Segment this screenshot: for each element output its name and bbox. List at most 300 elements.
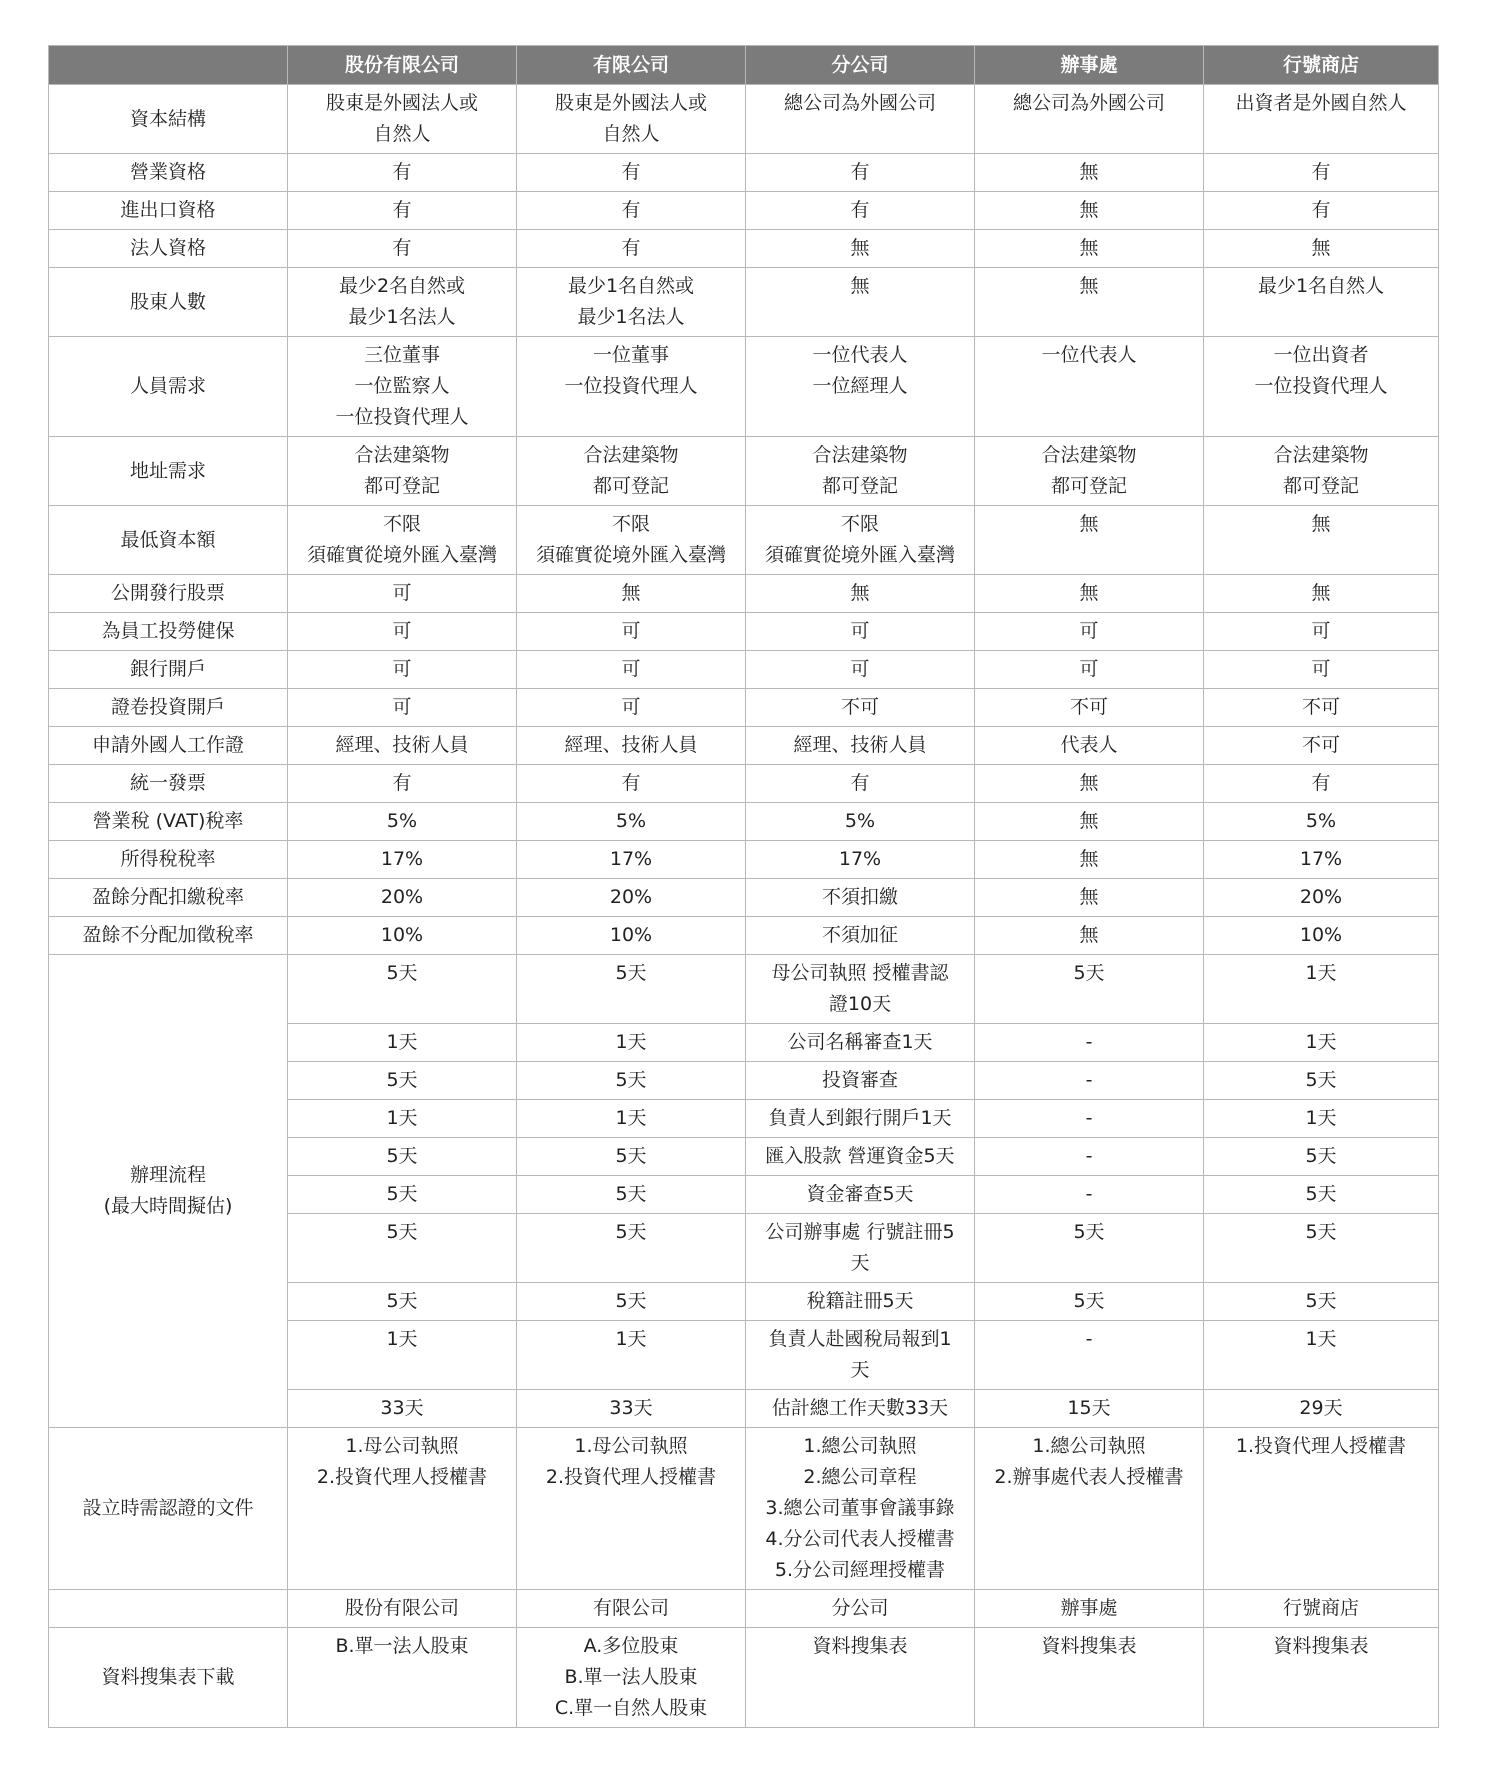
cell-text-line: 一位出資者 bbox=[1273, 344, 1369, 366]
cell-limited-company bbox=[517, 1628, 746, 1728]
cell-text-line: - bbox=[1085, 1183, 1093, 1205]
cell-text-line: 33天 bbox=[380, 1397, 424, 1419]
cell-text-line: 無 bbox=[1311, 513, 1331, 535]
cell-text-line: 5天 bbox=[1305, 1183, 1337, 1205]
cell-text-line: 不須扣繳 bbox=[821, 886, 898, 908]
cell-text-line: 申請外國人工作證 bbox=[91, 734, 244, 756]
cell-company-limited-by-shares bbox=[288, 765, 517, 803]
cell-company-limited-by-shares bbox=[288, 230, 517, 268]
cell-limited-company bbox=[517, 879, 746, 917]
cell-text-line: 自然人 bbox=[602, 123, 660, 145]
cell-text-line: 無 bbox=[1079, 161, 1099, 183]
cell-limited-company bbox=[517, 651, 746, 689]
cell-text-line: 天 bbox=[850, 1252, 870, 1274]
cell-text-line: 所得稅稅率 bbox=[120, 848, 216, 870]
cell-text-line: 最少1名法人 bbox=[348, 306, 456, 328]
process-cell-company-limited-by-shares bbox=[288, 1100, 517, 1138]
cell-text-line: 最少2名自然或 bbox=[338, 275, 466, 297]
cell-text-line: 母公司執照 授權書認 bbox=[771, 962, 949, 984]
process-cell-sole-proprietorship bbox=[1204, 1321, 1439, 1390]
cell-text-line: 15天 bbox=[1067, 1397, 1111, 1419]
process-cell-representative-office bbox=[975, 1321, 1204, 1390]
table-body bbox=[49, 85, 1439, 1728]
cell-text-line: 無 bbox=[850, 275, 870, 297]
process-cell-branch-office bbox=[746, 1062, 975, 1100]
cell-branch-office bbox=[746, 85, 975, 154]
comparison-table-wrapper bbox=[48, 45, 1438, 1728]
cell-branch-office bbox=[746, 192, 975, 230]
cell-branch-office bbox=[746, 268, 975, 337]
table-row bbox=[49, 85, 1439, 154]
cell-text-line: 股東人數 bbox=[129, 290, 206, 313]
cell-text-line: 總公司為外國公司 bbox=[1012, 92, 1165, 114]
table-row bbox=[49, 230, 1439, 268]
process-cell-limited-company bbox=[517, 1062, 746, 1100]
cell-representative-office bbox=[975, 765, 1204, 803]
cell-sole-proprietorship bbox=[1204, 727, 1439, 765]
cell-text-line: 1天 bbox=[615, 1107, 647, 1129]
process-cell-sole-proprietorship bbox=[1204, 1024, 1439, 1062]
cell-text-line: 5% bbox=[1305, 810, 1337, 832]
cell-text-line: 無 bbox=[1079, 848, 1099, 870]
process-cell-sole-proprietorship bbox=[1204, 955, 1439, 1024]
cell-company-limited-by-shares bbox=[288, 154, 517, 192]
cell-branch-office bbox=[746, 689, 975, 727]
cell-text-line: 須確實從境外匯入臺灣 bbox=[764, 544, 955, 566]
process-cell-limited-company bbox=[517, 1321, 746, 1390]
cell-text-line: 無 bbox=[621, 582, 641, 604]
cell-limited-company bbox=[517, 1428, 746, 1590]
cell-text-line: 盈餘分配扣繳稅率 bbox=[91, 886, 244, 908]
process-cell-branch-office bbox=[746, 955, 975, 1024]
cell-representative-office bbox=[975, 917, 1204, 955]
cell-text-line: 有 bbox=[621, 199, 641, 221]
cell-limited-company bbox=[517, 689, 746, 727]
process-cell-branch-office bbox=[746, 1321, 975, 1390]
cell-text-line: 須確實從境外匯入臺灣 bbox=[306, 544, 497, 566]
cell-branch-office bbox=[746, 575, 975, 613]
cell-sole-proprietorship bbox=[1204, 230, 1439, 268]
row-label bbox=[49, 613, 288, 651]
cell-text-line: 可 bbox=[850, 620, 870, 642]
cell-branch-office bbox=[746, 337, 975, 437]
cell-text-line: 盈餘不分配加徵稅率 bbox=[82, 924, 254, 946]
header-row bbox=[49, 46, 1439, 85]
process-cell-sole-proprietorship bbox=[1204, 1100, 1439, 1138]
cell-branch-office bbox=[746, 230, 975, 268]
process-cell-sole-proprietorship bbox=[1204, 1138, 1439, 1176]
cell-text-line: 股東是外國法人或 bbox=[325, 92, 478, 114]
cell-text-line: 匯入股款 營運資金5天 bbox=[765, 1145, 955, 1167]
cell-representative-office bbox=[975, 230, 1204, 268]
cell-text-line: B.單一法人股東 bbox=[335, 1635, 469, 1657]
cell-representative-office bbox=[975, 613, 1204, 651]
cell-text-line: 代表人 bbox=[1060, 734, 1118, 756]
cell-text-line: 1.總公司執照 bbox=[803, 1435, 917, 1457]
cell-company-limited-by-shares bbox=[288, 506, 517, 575]
cell-text-line: 5天 bbox=[386, 1069, 418, 1091]
cell-sole-proprietorship bbox=[1204, 879, 1439, 917]
cell-branch-office bbox=[746, 727, 975, 765]
process-cell-representative-office bbox=[975, 1100, 1204, 1138]
row-label bbox=[49, 1590, 288, 1628]
cell-limited-company bbox=[517, 268, 746, 337]
cell-text-line: 10% bbox=[1299, 924, 1343, 946]
cell-company-limited-by-shares bbox=[288, 1428, 517, 1590]
cell-text-line: 投資審查 bbox=[821, 1069, 898, 1091]
row-label bbox=[49, 841, 288, 879]
cell-text-line: 資料搜集表 bbox=[812, 1635, 908, 1657]
cell-text-line: 1天 bbox=[615, 1328, 647, 1350]
process-cell-company-limited-by-shares bbox=[288, 1138, 517, 1176]
cell-text-line: 可 bbox=[1079, 620, 1099, 642]
row-label bbox=[49, 575, 288, 613]
process-cell-sole-proprietorship bbox=[1204, 1283, 1439, 1321]
process-cell-limited-company bbox=[517, 1214, 746, 1283]
cell-text-line: 1天 bbox=[386, 1328, 418, 1350]
cell-text-line: 可 bbox=[1079, 658, 1099, 680]
cell-branch-office bbox=[746, 803, 975, 841]
cell-sole-proprietorship bbox=[1204, 689, 1439, 727]
cell-text-line: 經理、技術人員 bbox=[564, 734, 698, 756]
cell-text-line: 1天 bbox=[1305, 1031, 1337, 1053]
cell-text-line: 合法建築物 bbox=[812, 444, 908, 466]
table-row bbox=[49, 879, 1439, 917]
cell-text-line: 一位投資代理人 bbox=[335, 406, 469, 428]
cell-text-line: 20% bbox=[1299, 886, 1343, 908]
cell-representative-office bbox=[975, 154, 1204, 192]
cell-sole-proprietorship bbox=[1204, 917, 1439, 955]
cell-text-line: 法人資格 bbox=[129, 237, 206, 259]
cell-text-line: 5天 bbox=[615, 1290, 647, 1312]
cell-representative-office bbox=[975, 506, 1204, 575]
row-label bbox=[49, 917, 288, 955]
cell-limited-company bbox=[517, 575, 746, 613]
cell-company-limited-by-shares bbox=[288, 1628, 517, 1728]
cell-text-line: 負責人赴國稅局報到1 bbox=[768, 1328, 952, 1350]
cell-text-line: 不可 bbox=[840, 696, 879, 718]
cell-text-line: 合法建築物 bbox=[354, 444, 450, 466]
process-cell-limited-company bbox=[517, 1100, 746, 1138]
cell-representative-office bbox=[975, 192, 1204, 230]
cell-text-line: 2.投資代理人授權書 bbox=[545, 1466, 717, 1488]
cell-text-line: 辦理流程 bbox=[129, 1164, 206, 1186]
table-row bbox=[49, 727, 1439, 765]
cell-sole-proprietorship bbox=[1204, 1590, 1439, 1628]
cell-text-line: 為員工投勞健保 bbox=[101, 620, 235, 642]
cell-limited-company bbox=[517, 85, 746, 154]
header-representative-office: 辦事處 bbox=[975, 46, 1204, 85]
cell-text-line: 5天 bbox=[1305, 1145, 1337, 1167]
cell-branch-office bbox=[746, 651, 975, 689]
cell-text-line: 5天 bbox=[615, 962, 647, 984]
row-label bbox=[49, 689, 288, 727]
table-row bbox=[49, 192, 1439, 230]
cell-text-line: 1.投資代理人授權書 bbox=[1235, 1435, 1407, 1457]
cell-text-line: 總公司為外國公司 bbox=[783, 92, 936, 114]
process-cell-representative-office bbox=[975, 955, 1204, 1024]
cell-text-line: 有 bbox=[392, 772, 412, 794]
cell-text-line: 33天 bbox=[609, 1397, 653, 1419]
cell-text-line: 證10天 bbox=[828, 993, 892, 1015]
header-branch-office: 分公司 bbox=[746, 46, 975, 85]
cell-text-line: 一位投資代理人 bbox=[564, 375, 698, 397]
cell-representative-office bbox=[975, 651, 1204, 689]
cell-text-line: 有 bbox=[1311, 772, 1331, 794]
cell-text-line: 5天 bbox=[386, 1290, 418, 1312]
cell-text-line: 無 bbox=[1079, 810, 1099, 832]
process-cell-representative-office bbox=[975, 1176, 1204, 1214]
cell-text-line: 有 bbox=[392, 161, 412, 183]
cell-representative-office bbox=[975, 1428, 1204, 1590]
table-row bbox=[49, 268, 1439, 337]
cell-limited-company bbox=[517, 154, 746, 192]
cell-text-line: 2.辦事處代表人授權書 bbox=[994, 1466, 1184, 1488]
cell-text-line: 無 bbox=[850, 582, 870, 604]
cell-text-line: 可 bbox=[392, 696, 412, 718]
row-label bbox=[49, 727, 288, 765]
process-cell-limited-company bbox=[517, 1390, 746, 1428]
cell-text-line: 辦事處 bbox=[1060, 1597, 1118, 1619]
cell-text-line: 5天 bbox=[615, 1221, 647, 1243]
table-row bbox=[49, 1628, 1439, 1728]
cell-text-line: 29天 bbox=[1299, 1397, 1343, 1419]
cell-text-line: 有 bbox=[392, 237, 412, 259]
process-cell-limited-company bbox=[517, 1024, 746, 1062]
row-label bbox=[49, 506, 288, 575]
cell-text-line: 都可登記 bbox=[821, 475, 898, 497]
cell-sole-proprietorship bbox=[1204, 337, 1439, 437]
cell-text-line: 無 bbox=[1079, 772, 1099, 794]
process-cell-representative-office bbox=[975, 1024, 1204, 1062]
cell-text-line: 自然人 bbox=[373, 123, 431, 145]
company-type-comparison-table bbox=[48, 45, 1439, 1728]
cell-text-line: 可 bbox=[1311, 620, 1331, 642]
cell-company-limited-by-shares bbox=[288, 85, 517, 154]
cell-company-limited-by-shares bbox=[288, 689, 517, 727]
process-cell-branch-office bbox=[746, 1176, 975, 1214]
cell-limited-company bbox=[517, 613, 746, 651]
cell-company-limited-by-shares bbox=[288, 879, 517, 917]
cell-text-line: 都可登記 bbox=[592, 475, 669, 497]
table-row bbox=[49, 765, 1439, 803]
cell-representative-office bbox=[975, 1590, 1204, 1628]
cell-sole-proprietorship bbox=[1204, 437, 1439, 506]
cell-text-line: 1天 bbox=[386, 1107, 418, 1129]
process-cell-sole-proprietorship bbox=[1204, 1390, 1439, 1428]
cell-text-line: 1.總公司執照 bbox=[1032, 1435, 1146, 1457]
cell-text-line: 5.分公司經理授權書 bbox=[774, 1559, 946, 1581]
cell-text-line: 10% bbox=[380, 924, 424, 946]
cell-text-line: 資料搜集表 bbox=[1273, 1635, 1369, 1657]
cell-text-line: 營業資格 bbox=[129, 161, 206, 183]
header-limited-company: 有限公司 bbox=[517, 46, 746, 85]
cell-text-line: 可 bbox=[621, 658, 641, 680]
cell-sole-proprietorship bbox=[1204, 1628, 1439, 1728]
cell-text-line: 可 bbox=[392, 582, 412, 604]
process-cell-representative-office bbox=[975, 1138, 1204, 1176]
cell-sole-proprietorship bbox=[1204, 85, 1439, 154]
process-cell-limited-company bbox=[517, 1283, 746, 1321]
cell-text-line: 股份有限公司 bbox=[344, 1597, 459, 1619]
cell-text-line: 有 bbox=[850, 772, 870, 794]
cell-text-line: 4.分公司代表人授權書 bbox=[765, 1528, 955, 1550]
cell-text-line: 可 bbox=[392, 658, 412, 680]
cell-text-line: 無 bbox=[1311, 237, 1331, 259]
cell-text-line: 不可 bbox=[1301, 696, 1340, 718]
cell-representative-office bbox=[975, 268, 1204, 337]
cell-text-line: 1天 bbox=[1305, 962, 1337, 984]
table-row bbox=[49, 1590, 1439, 1628]
process-cell-branch-office bbox=[746, 1138, 975, 1176]
cell-text-line: 2.總公司章程 bbox=[803, 1466, 917, 1488]
table-row bbox=[49, 841, 1439, 879]
cell-text-line: 有 bbox=[621, 772, 641, 794]
cell-sole-proprietorship bbox=[1204, 154, 1439, 192]
header-sole-proprietorship: 行號商店 bbox=[1204, 46, 1439, 85]
cell-text-line: 17% bbox=[838, 848, 882, 870]
cell-text-line: - bbox=[1085, 1328, 1093, 1350]
table-row bbox=[49, 803, 1439, 841]
table-row bbox=[49, 689, 1439, 727]
process-cell-branch-office bbox=[746, 1024, 975, 1062]
cell-text-line: - bbox=[1085, 1069, 1093, 1091]
cell-text-line: 17% bbox=[609, 848, 653, 870]
cell-text-line: 17% bbox=[380, 848, 424, 870]
cell-limited-company bbox=[517, 437, 746, 506]
cell-limited-company bbox=[517, 917, 746, 955]
cell-text-line: 不限 bbox=[382, 513, 421, 535]
cell-text-line: 一位代表人 bbox=[812, 344, 908, 366]
cell-text-line: C.單一自然人股東 bbox=[554, 1697, 708, 1719]
row-label bbox=[49, 1628, 288, 1728]
cell-representative-office bbox=[975, 689, 1204, 727]
cell-text-line: 一位董事 bbox=[592, 344, 669, 366]
table-row bbox=[49, 613, 1439, 651]
cell-company-limited-by-shares bbox=[288, 1590, 517, 1628]
cell-text-line: 估計總工作天數33天 bbox=[771, 1397, 949, 1419]
cell-limited-company bbox=[517, 1590, 746, 1628]
process-cell-branch-office bbox=[746, 1214, 975, 1283]
process-cell-company-limited-by-shares bbox=[288, 1321, 517, 1390]
process-cell-representative-office bbox=[975, 1390, 1204, 1428]
cell-text-line: 5天 bbox=[386, 1183, 418, 1205]
cell-text-line: 3.總公司董事會議事錄 bbox=[765, 1497, 955, 1519]
process-cell-sole-proprietorship bbox=[1204, 1062, 1439, 1100]
cell-text-line: 1天 bbox=[386, 1031, 418, 1053]
cell-text-line: 可 bbox=[621, 620, 641, 642]
cell-sole-proprietorship bbox=[1204, 841, 1439, 879]
cell-representative-office bbox=[975, 85, 1204, 154]
cell-text-line: 合法建築物 bbox=[1041, 444, 1137, 466]
cell-branch-office bbox=[746, 1628, 975, 1728]
table-row bbox=[49, 154, 1439, 192]
table-row bbox=[49, 917, 1439, 955]
cell-text-line: 有 bbox=[621, 237, 641, 259]
cell-text-line: 一位投資代理人 bbox=[1254, 375, 1388, 397]
table-row bbox=[49, 651, 1439, 689]
cell-text-line: 20% bbox=[609, 886, 653, 908]
cell-text-line: 有 bbox=[392, 199, 412, 221]
cell-text-line: - bbox=[1085, 1145, 1093, 1167]
cell-text-line: 20% bbox=[380, 886, 424, 908]
process-cell-representative-office bbox=[975, 1214, 1204, 1283]
cell-limited-company bbox=[517, 803, 746, 841]
cell-representative-office bbox=[975, 879, 1204, 917]
cell-company-limited-by-shares bbox=[288, 337, 517, 437]
process-cell-branch-office bbox=[746, 1283, 975, 1321]
process-cell-company-limited-by-shares bbox=[288, 1024, 517, 1062]
cell-text-line: 5天 bbox=[615, 1145, 647, 1167]
cell-text-line: 資料搜集表下載 bbox=[101, 1666, 235, 1688]
cell-text-line: 地址需求 bbox=[129, 459, 206, 482]
cell-branch-office bbox=[746, 1590, 975, 1628]
cell-text-line: 負責人到銀行開戶1天 bbox=[768, 1107, 952, 1129]
cell-text-line: 三位董事 bbox=[363, 344, 440, 366]
cell-text-line: 最少1名自然或 bbox=[567, 275, 695, 297]
cell-text-line: 10% bbox=[609, 924, 653, 946]
cell-text-line: 5% bbox=[615, 810, 647, 832]
process-cell-company-limited-by-shares bbox=[288, 1176, 517, 1214]
cell-representative-office bbox=[975, 803, 1204, 841]
cell-text-line: 分公司 bbox=[831, 1597, 889, 1619]
cell-company-limited-by-shares bbox=[288, 268, 517, 337]
process-row bbox=[49, 955, 1439, 1024]
cell-text-line: (最大時間擬估) bbox=[103, 1195, 233, 1217]
table-row bbox=[49, 575, 1439, 613]
cell-text-line: A.多位股東 bbox=[583, 1635, 679, 1657]
cell-sole-proprietorship bbox=[1204, 192, 1439, 230]
cell-company-limited-by-shares bbox=[288, 651, 517, 689]
cell-text-line: 1.母公司執照 bbox=[574, 1435, 688, 1457]
row-label bbox=[49, 337, 288, 437]
cell-company-limited-by-shares bbox=[288, 841, 517, 879]
cell-company-limited-by-shares bbox=[288, 192, 517, 230]
cell-branch-office bbox=[746, 765, 975, 803]
cell-text-line: 5天 bbox=[1073, 1221, 1105, 1243]
cell-text-line: 有限公司 bbox=[592, 1597, 669, 1619]
cell-company-limited-by-shares bbox=[288, 917, 517, 955]
cell-limited-company bbox=[517, 727, 746, 765]
cell-sole-proprietorship bbox=[1204, 803, 1439, 841]
process-cell-company-limited-by-shares bbox=[288, 1283, 517, 1321]
table-row bbox=[49, 437, 1439, 506]
row-label bbox=[49, 437, 288, 506]
cell-text-line: 出資者是外國自然人 bbox=[1235, 92, 1407, 114]
cell-text-line: 稅籍註冊5天 bbox=[806, 1290, 914, 1312]
process-cell-limited-company bbox=[517, 1176, 746, 1214]
cell-text-line: 5天 bbox=[1073, 1290, 1105, 1312]
row-label bbox=[49, 268, 288, 337]
cell-text-line: 5天 bbox=[386, 1145, 418, 1167]
cell-sole-proprietorship bbox=[1204, 651, 1439, 689]
cell-text-line: 1.母公司執照 bbox=[345, 1435, 459, 1457]
cell-text-line: 不限 bbox=[840, 513, 879, 535]
cell-branch-office bbox=[746, 1428, 975, 1590]
row-label bbox=[49, 879, 288, 917]
cell-text-line: 合法建築物 bbox=[1273, 444, 1369, 466]
cell-text-line: 須確實從境外匯入臺灣 bbox=[535, 544, 726, 566]
cell-text-line: 一位監察人 bbox=[354, 375, 450, 397]
cell-text-line: 股東是外國法人或 bbox=[554, 92, 707, 114]
cell-text-line: - bbox=[1085, 1107, 1093, 1129]
cell-text-line: 經理、技術人員 bbox=[335, 734, 469, 756]
cell-text-line: 最少1名自然人 bbox=[1257, 275, 1385, 297]
cell-sole-proprietorship bbox=[1204, 506, 1439, 575]
cell-text-line: 資料搜集表 bbox=[1041, 1635, 1137, 1657]
cell-text-line: 5天 bbox=[1305, 1069, 1337, 1091]
process-cell-sole-proprietorship bbox=[1204, 1176, 1439, 1214]
